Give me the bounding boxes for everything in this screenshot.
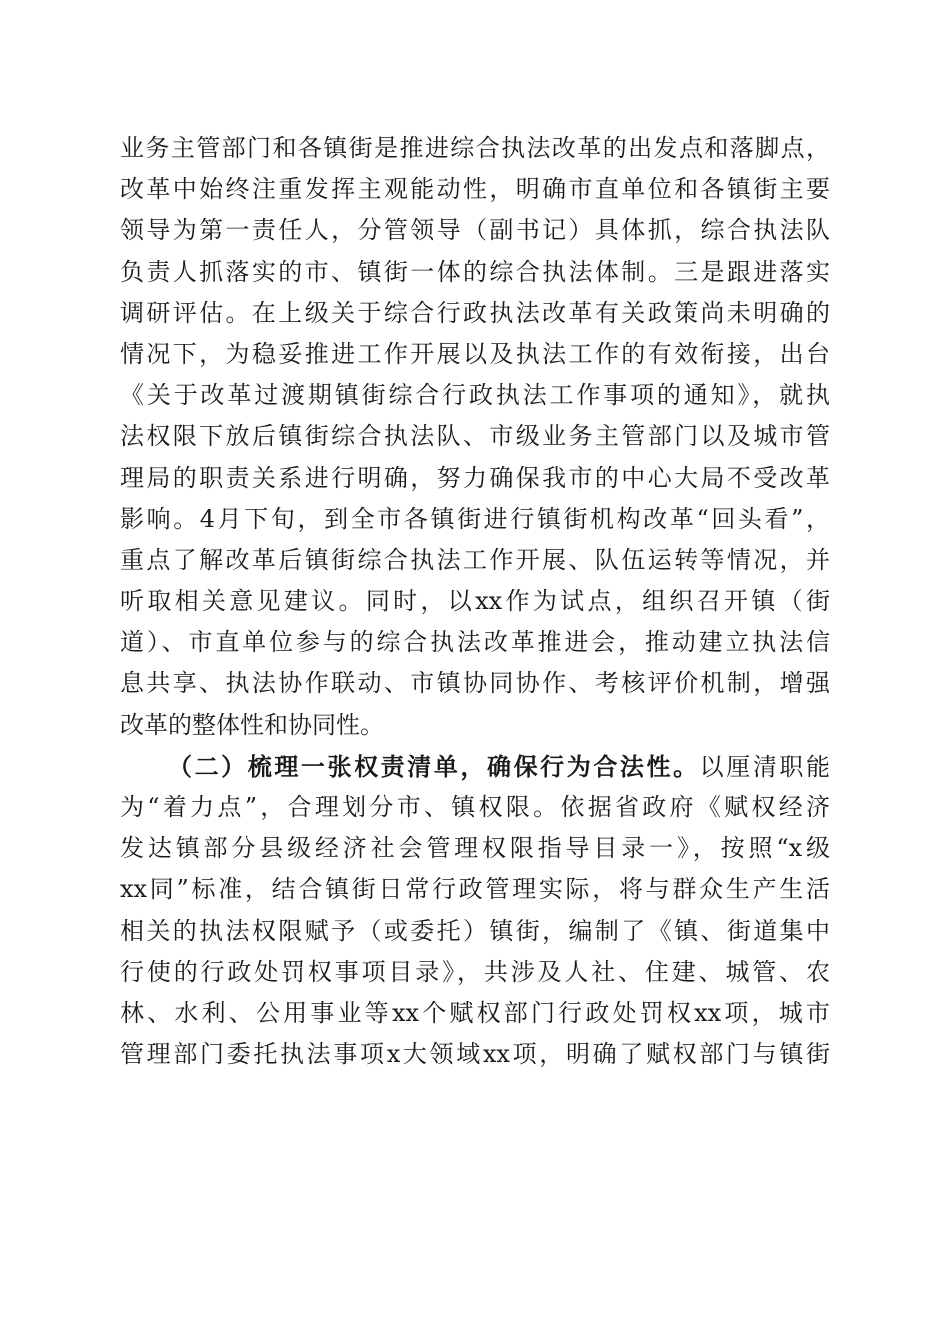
paragraph-1 bbox=[120, 128, 830, 746]
text-line: 改革的整体性和协同性。 bbox=[120, 710, 384, 739]
text-line: 息共享、执法协作联动、市镇协同协作、考核评价机制，增强 bbox=[120, 669, 830, 698]
text-line: 相关的执法权限赋予（或委托）镇街，编制了《镇、街道集中 bbox=[120, 916, 830, 945]
text-line: 听取相关意见建议。同时，以xx作为试点，组织召开镇（街 bbox=[120, 587, 830, 616]
text-line: 情况下，为稳妥推进工作开展以及执法工作的有效衔接，出台 bbox=[120, 339, 830, 368]
text-line: 发达镇部分县级经济社会管理权限指导目录一》，按照“x级 bbox=[120, 834, 830, 863]
text-line: 重点了解改革后镇街综合执法工作开展、队伍运转等情况，并 bbox=[120, 545, 830, 574]
text-line: 林、水利、公用事业等xx个赋权部门行政处罚权xx项，城市 bbox=[120, 998, 830, 1027]
text-run: 以厘清职能 bbox=[699, 752, 830, 781]
text-line: 业务主管部门和各镇街是推进综合执法改革的出发点和落脚点， bbox=[120, 134, 830, 162]
text-line: 影响。4月下旬，到全市各镇街进行镇街机构改革“回头看”， bbox=[120, 504, 830, 533]
text-line: 道）、市直单位参与的综合执法改革推进会，推动建立执法信 bbox=[120, 628, 830, 657]
paragraph-2 bbox=[120, 746, 830, 1076]
text-line: 改革中始终注重发挥主观能动性，明确市直单位和各镇街主要 bbox=[120, 175, 830, 204]
text-line: 管理部门委托执法事项x大领域xx项，明确了赋权部门与镇街 bbox=[120, 1040, 830, 1069]
text-line: 为“着力点”，合理划分市、镇权限。依据省政府《赋权经济 bbox=[120, 793, 830, 821]
text-line: 理局的职责关系进行明确，努力确保我市的中心大局不受改革 bbox=[120, 463, 830, 492]
text-line: 行使的行政处罚权事项目录》，共涉及人社、住建、城管、农 bbox=[120, 957, 830, 986]
text-line: 负责人抓落实的市、镇街一体的综合执法体制。三是跟进落实 bbox=[120, 257, 830, 286]
text-line-first bbox=[120, 746, 830, 787]
document-page bbox=[120, 128, 830, 1075]
text-line: xx同”标准，结合镇街日常行政管理实际，将与群众生产生活 bbox=[120, 875, 830, 904]
section-heading: （二）梳理一张权责清单，确保行为合法性。 bbox=[168, 751, 700, 781]
text-line: 调研评估。在上级关于综合行政执法改革有关政策尚未明确的 bbox=[120, 298, 830, 327]
text-line: 法权限下放后镇街综合执法队、市级业务主管部门以及城市管 bbox=[120, 422, 830, 451]
text-line: 《关于改革过渡期镇街综合行政执法工作事项的通知》，就执 bbox=[120, 381, 830, 410]
text-line: 领导为第一责任人，分管领导（副书记）具体抓，综合执法队 bbox=[120, 216, 830, 245]
